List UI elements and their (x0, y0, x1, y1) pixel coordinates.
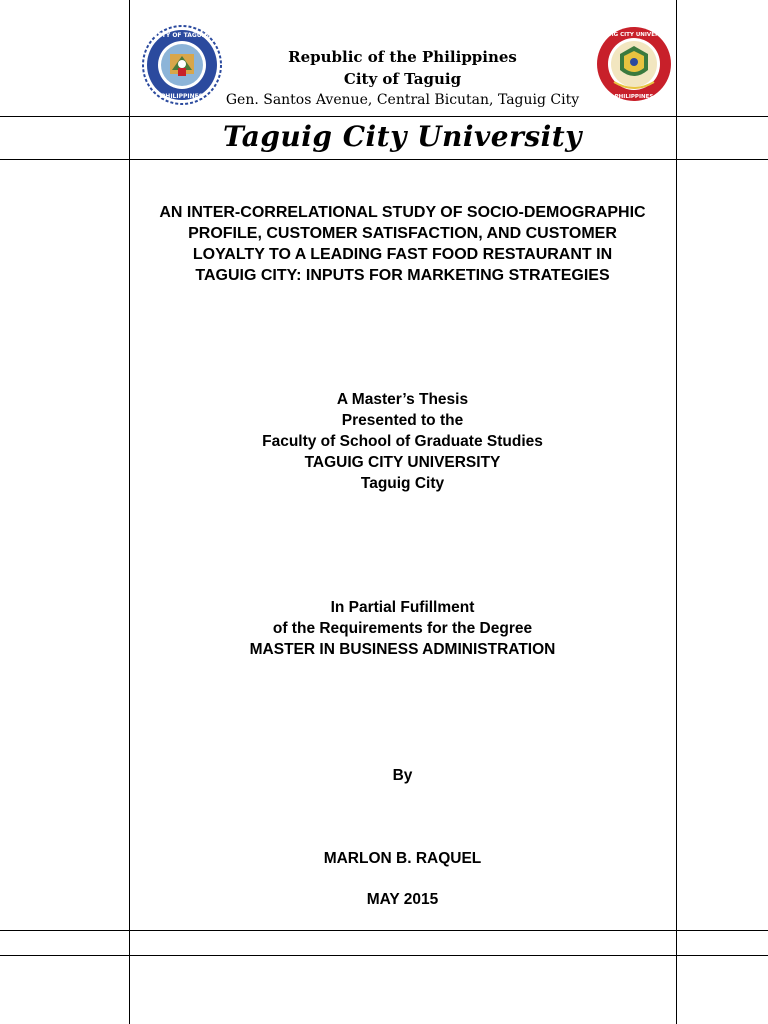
svg-text:TAGUIG CITY UNIVERSITY: TAGUIG CITY UNIVERSITY (595, 32, 673, 38)
footer-bottom-rule (0, 955, 768, 956)
presentation-line: Presented to the (341, 412, 464, 429)
presentation-line: TAGUIG CITY UNIVERSITY (304, 454, 501, 471)
presentation-line: Faculty of School of Graduate Studies (262, 433, 543, 450)
right-margin-rule (676, 0, 677, 1024)
left-margin-rule (129, 0, 130, 1024)
fulfillment-line: In Partial Fufillment (330, 599, 475, 616)
svg-text:PHILIPPINES: PHILIPPINES (614, 94, 654, 100)
svg-text:CITY OF TAGUIG: CITY OF TAGUIG (155, 32, 209, 39)
header-city: City of Taguig (343, 70, 462, 88)
thesis-title-line: LOYALTY TO A LEADING FAST FOOD RESTAURANT IN (192, 246, 613, 263)
header-address: Gen. Santos Avenue, Central Bicutan, Taguig City (225, 92, 580, 108)
thesis-title-line: TAGUIG CITY: INPUTS FOR MARKETING STRATEGIES (195, 267, 610, 284)
thesis-title-line: PROFILE, CUSTOMER SATISFACTION, AND CUSTOMER (188, 225, 617, 242)
fulfillment-line: MASTER IN BUSINESS ADMINISTRATION (249, 641, 556, 658)
university-bottom-rule (0, 159, 768, 160)
university-name: Taguig City University (223, 120, 582, 153)
thesis-title-line: AN INTER-CORRELATIONAL STUDY OF SOCIO-DEMOGRAPHIC (159, 204, 646, 221)
header-bottom-rule (0, 116, 768, 117)
fulfillment-line: of the Requirements for the Degree (272, 620, 533, 637)
submission-date: MAY 2015 (366, 891, 439, 908)
footer-top-rule (0, 930, 768, 931)
presentation-line: Taguig City (360, 475, 445, 492)
author-name: MARLON B. RAQUEL (323, 850, 482, 867)
header-republic: Republic of the Philippines (288, 48, 517, 66)
svg-text:PHILIPPINES: PHILIPPINES (160, 93, 204, 100)
by-label: By (392, 767, 413, 784)
presentation-line: A Master’s Thesis (336, 391, 469, 408)
